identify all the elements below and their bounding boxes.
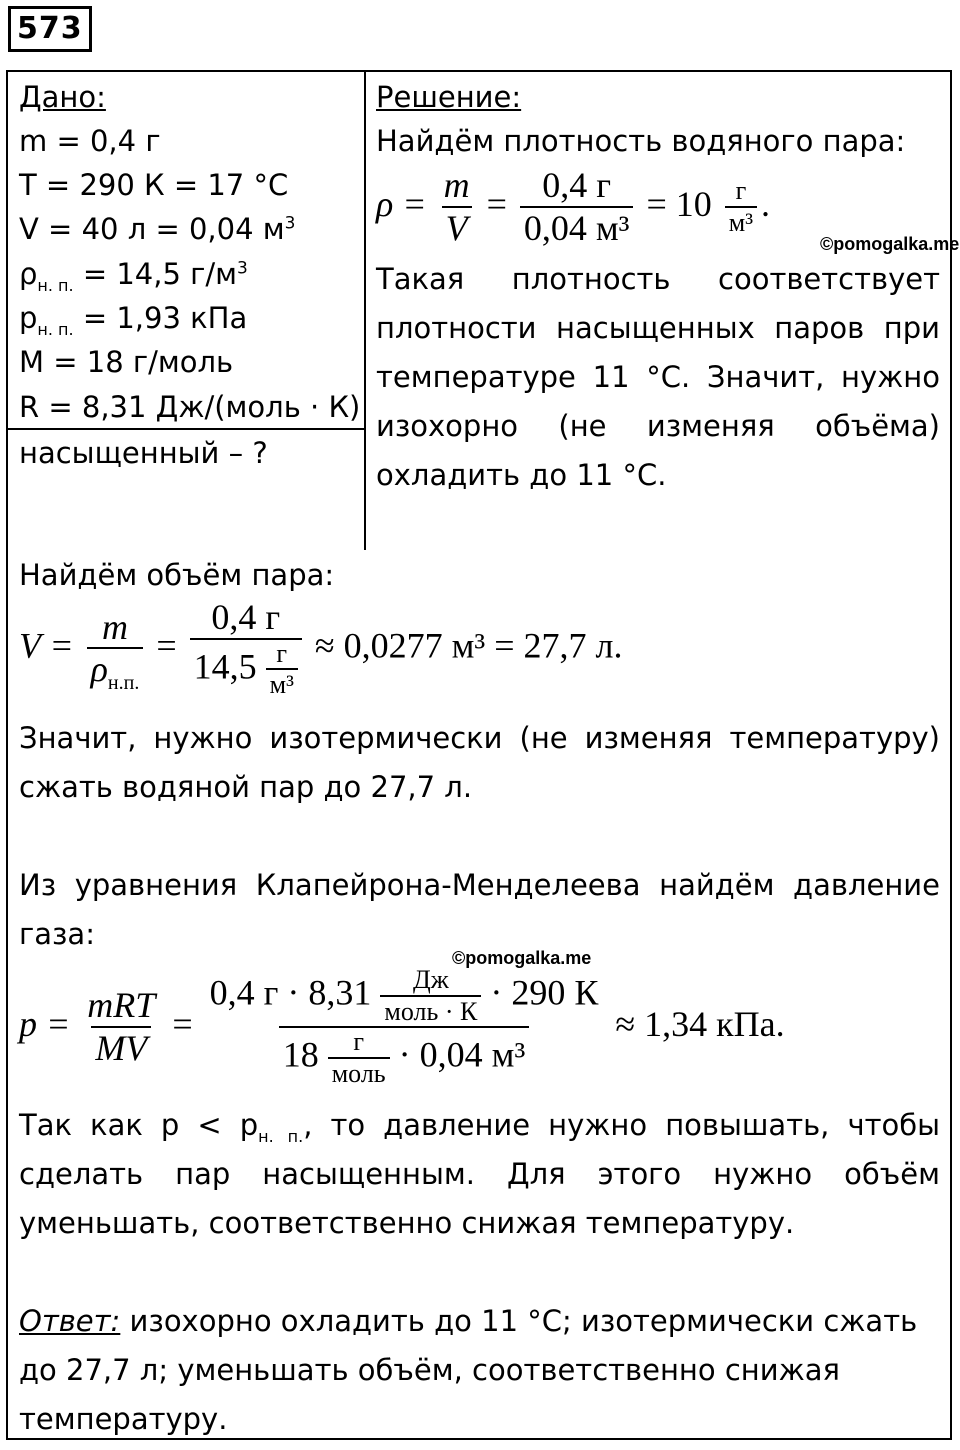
answer-label: Ответ: — [19, 1304, 121, 1338]
given-R: R = 8,31 Дж/(моль · К) — [19, 390, 361, 424]
density-formula: ρ = $\frac{m}{V}$ = $\frac{0,4 г}{\text{0,04 м³}}$ = 10 $\frac{г}{\text{м³}}$ . — [376, 165, 771, 248]
density-explanation: Такая плотность соответствует плотности насыщенных паров при температуре 11 °С. Значит, нужно изохорно (не изменяя объёма) охладить до 11 °С. — [376, 262, 940, 492]
given-rho: $\rho_{н. п.} = 14,5$ $г/м^3$ — [19, 257, 248, 295]
pressure-explanation: Так как $p < p_{н. п.}$, то давление нужно повышать, чтобы сделать пар насыщенным. Для этого нужно объём уменьшать, соответственно снижая температуру. — [19, 1108, 941, 1240]
volume-explanation: Значит, нужно изотермически (не изменяя температуру) сжать водяной пар до 27,7 л. — [19, 721, 940, 804]
find-question: насыщенный – ? — [19, 436, 268, 470]
answer-line-3: температуру. — [19, 1402, 228, 1436]
given-M: M = 18 г/моль — [19, 345, 234, 379]
pressure-intro: Из уравнения Клапейрона-Менделеева найдём давление газа: — [19, 868, 940, 951]
watermark: ©pomogalka.me — [820, 234, 960, 254]
column-divider — [364, 70, 366, 550]
answer-line-2: до 27,7 л; уменьшать объём, соответственно снижая — [19, 1353, 840, 1387]
volume-formula: V = $\frac{m}{\rho_{н.п.}}$ = 0,4 г 14,5 $\frac{г}{\text{м³}}$ ≈ 0,0277 м³ = 27,7 л. — [19, 597, 623, 700]
given-V: V = 40 л = 0,04 $м^3$ — [19, 212, 296, 246]
pressure-formula: p = $\frac{\text{mRT}}{MV}$ = 0,4 г · 8,31 $\frac{Дж}{\text{моль · К}}$ · 290 К 18 $\frac{г}{\text{моль}}$ · 0,04 м³ ≈ 1,34 кПа. — [19, 965, 785, 1089]
solution-header: Решение: — [376, 80, 522, 114]
density-intro: Найдём плотность водяного пара: — [376, 124, 906, 158]
answer-line-1: Ответ: изохорно охладить до 11 °С; изотермически сжать — [19, 1304, 918, 1338]
given-header: Дано: — [19, 80, 106, 114]
watermark: ©pomogalka.me — [452, 948, 592, 968]
given-m: m = 0,4 г — [19, 124, 161, 158]
given-p: $p_{н. п.} = 1,93$ кПа — [19, 301, 248, 339]
given-divider — [6, 428, 365, 430]
volume-intro: Найдём объём пара: — [19, 558, 335, 592]
given-T: T = 290 К = 17 °С — [19, 168, 289, 202]
problem-number: 573 — [8, 6, 92, 52]
